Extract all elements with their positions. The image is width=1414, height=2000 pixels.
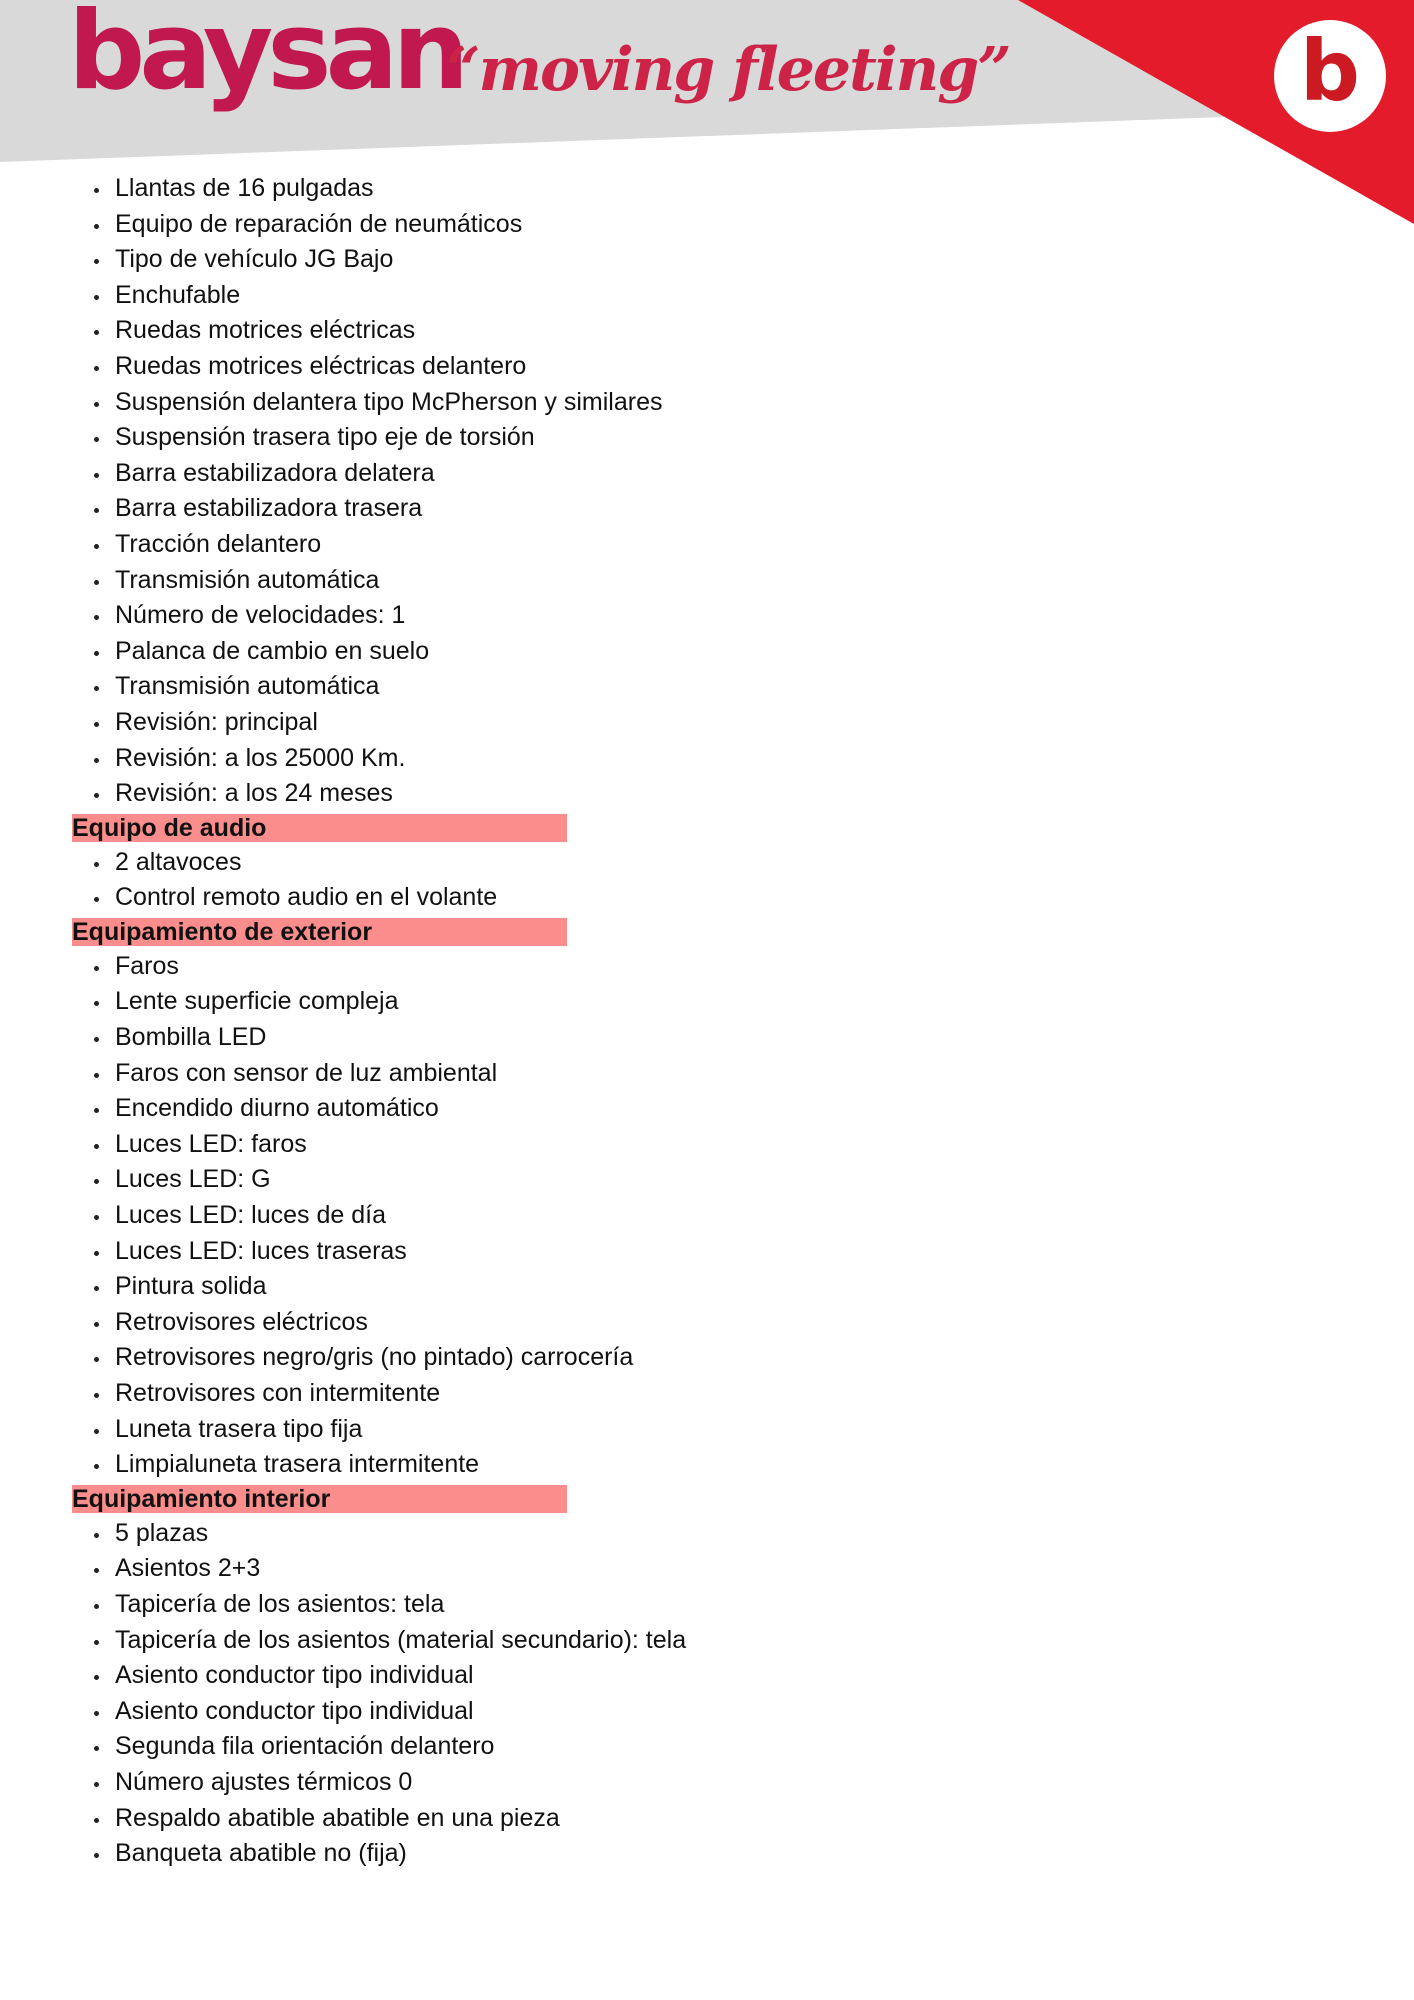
list-item: Bombilla LED — [72, 1020, 1322, 1056]
list-item: Limpialuneta trasera intermitente — [72, 1447, 1322, 1483]
list-item: Asientos 2+3 — [72, 1551, 1322, 1587]
list-item: Faros con sensor de luz ambiental — [72, 1056, 1322, 1092]
list-item: Equipo de reparación de neumáticos — [72, 207, 1322, 243]
list-item: Ruedas motrices eléctricas — [72, 313, 1322, 349]
section-heading: Equipamiento de exterior — [72, 918, 567, 946]
section-list — [72, 1516, 1322, 1872]
list-item: Faros — [72, 949, 1322, 985]
list-item: Retrovisores con intermitente — [72, 1376, 1322, 1412]
list-item: Luces LED: luces de día — [72, 1198, 1322, 1234]
list-item: Tapicería de los asientos: tela — [72, 1587, 1322, 1623]
logo-letter: b — [1299, 22, 1361, 120]
list-item: Barra estabilizadora trasera — [72, 491, 1322, 527]
list-item: Luces LED: luces traseras — [72, 1234, 1322, 1270]
list-item: 2 altavoces — [72, 845, 1322, 881]
list-item: Suspensión delantera tipo McPherson y similares — [72, 385, 1322, 421]
list-item: Suspensión trasera tipo eje de torsión — [72, 420, 1322, 456]
list-item: Enchufable — [72, 278, 1322, 314]
spec-sections — [72, 814, 1322, 1872]
list-item: Tipo de vehículo JG Bajo — [72, 242, 1322, 278]
list-item: Luneta trasera tipo fija — [72, 1412, 1322, 1448]
section-heading: Equipamiento interior — [72, 1485, 567, 1513]
list-item: Revisión: a los 25000 Km. — [72, 741, 1322, 777]
brand-logo-icon — [1274, 20, 1386, 132]
brand-logo-text: baysan — [68, 0, 464, 114]
list-item: Segunda fila orientación delantero — [72, 1729, 1322, 1765]
list-item: Número de velocidades: 1 — [72, 598, 1322, 634]
list-item: Asiento conductor tipo individual — [72, 1658, 1322, 1694]
list-item: Encendido diurno automático — [72, 1091, 1322, 1127]
list-item: Lente superficie compleja — [72, 984, 1322, 1020]
list-item: Luces LED: G — [72, 1162, 1322, 1198]
section-list — [72, 845, 1322, 916]
section-heading: Equipo de audio — [72, 814, 567, 842]
list-item: Transmisión automática — [72, 669, 1322, 705]
list-item: Tracción delantero — [72, 527, 1322, 563]
list-item: Luces LED: faros — [72, 1127, 1322, 1163]
list-item: 5 plazas — [72, 1516, 1322, 1552]
list-item: Barra estabilizadora delatera — [72, 456, 1322, 492]
brand-tagline: “moving fleeting” — [446, 35, 1010, 105]
list-item: Retrovisores negro/gris (no pintado) carrocería — [72, 1340, 1322, 1376]
list-item: Palanca de cambio en suelo — [72, 634, 1322, 670]
list-item: Revisión: principal — [72, 705, 1322, 741]
list-item: Respaldo abatible abatible en una pieza — [72, 1801, 1322, 1837]
list-item: Pintura solida — [72, 1269, 1322, 1305]
list-item: Retrovisores eléctricos — [72, 1305, 1322, 1341]
list-item: Número ajustes térmicos 0 — [72, 1765, 1322, 1801]
list-item: Ruedas motrices eléctricas delantero — [72, 349, 1322, 385]
list-item: Transmisión automática — [72, 563, 1322, 599]
section-list — [72, 949, 1322, 1483]
list-item: Tapicería de los asientos (material secundario): tela — [72, 1623, 1322, 1659]
list-item: Banqueta abatible no (fija) — [72, 1836, 1322, 1872]
list-item: Llantas de 16 pulgadas — [72, 171, 1322, 207]
list-item: Revisión: a los 24 meses — [72, 776, 1322, 812]
spec-list-general — [72, 171, 1322, 812]
list-item: Asiento conductor tipo individual — [72, 1694, 1322, 1730]
spec-content — [72, 171, 1322, 1872]
list-item: Control remoto audio en el volante — [72, 880, 1322, 916]
